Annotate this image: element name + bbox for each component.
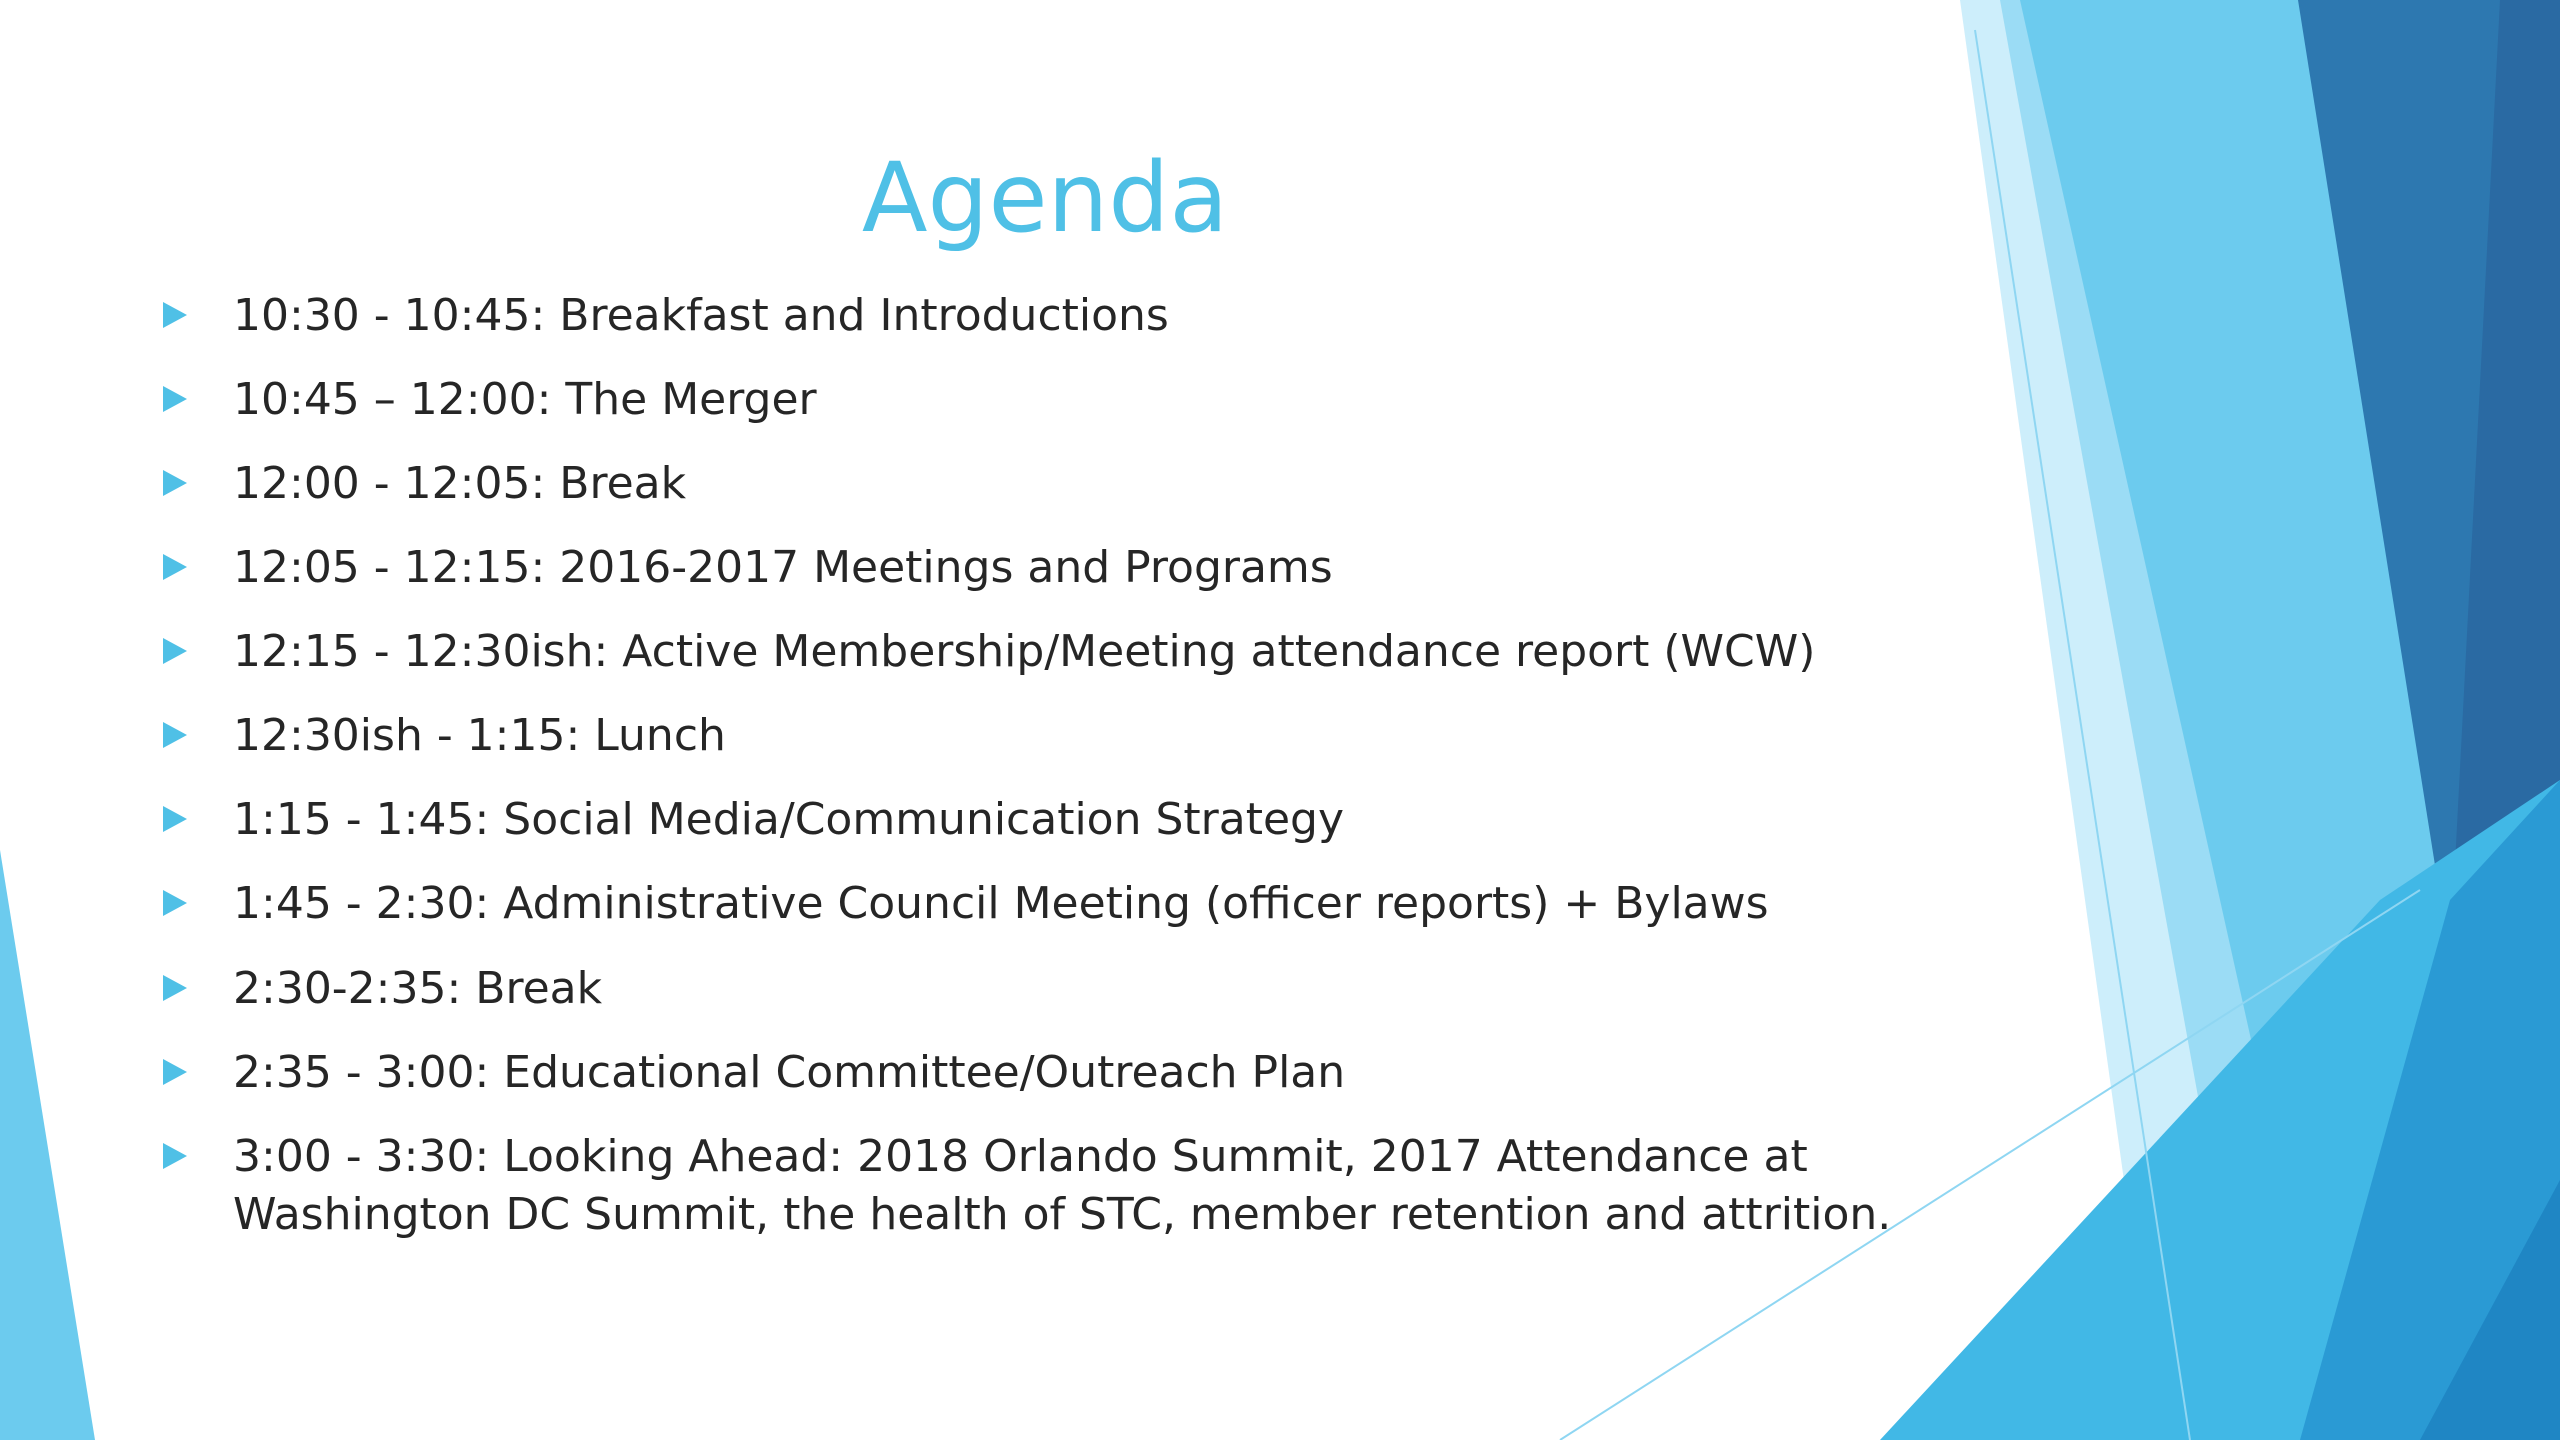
triangle-bullet-icon xyxy=(163,975,187,1001)
agenda-item-text-line-2: Washington DC Summit, the health of STC, member retention and attrition. xyxy=(233,1189,1892,1240)
agenda-item-text: 1:45 - 2:30: Administrative Council Meeting (officer reports) + Bylaws xyxy=(233,878,1769,929)
agenda-item-text: 12:05 - 12:15: 2016-2017 Meetings and Programs xyxy=(233,542,1333,593)
slide-title: Agenda xyxy=(861,142,1229,254)
triangle-bullet-icon xyxy=(163,638,187,664)
triangle-bullet-icon xyxy=(163,386,187,412)
agenda-item-text: 12:00 - 12:05: Break xyxy=(233,458,687,509)
triangle-bullet-icon xyxy=(163,722,187,748)
agenda-item-text-line-1: 3:00 - 3:30: Looking Ahead: 2018 Orlando Summit, 2017 Attendance at xyxy=(233,1131,1808,1182)
agenda-item-text: 1:15 - 1:45: Social Media/Communication Strategy xyxy=(233,794,1344,845)
agenda-item xyxy=(0,1128,1920,1248)
agenda-item-text: 10:45 – 12:00: The Merger xyxy=(233,374,817,425)
triangle-bullet-icon xyxy=(163,1059,187,1085)
triangle-bullet-icon xyxy=(163,806,187,832)
agenda-item-text: 2:35 - 3:00: Educational Committee/Outreach Plan xyxy=(233,1047,1346,1098)
triangle-bullet-icon xyxy=(163,302,187,328)
agenda-item-text: 10:30 - 10:45: Breakfast and Introductions xyxy=(233,290,1169,341)
triangle-bullet-icon xyxy=(163,1143,187,1169)
triangle-bullet-icon xyxy=(163,470,187,496)
triangle-bullet-icon xyxy=(163,554,187,580)
agenda-item-text: 12:30ish - 1:15: Lunch xyxy=(233,710,726,761)
agenda-item-text: 2:30-2:35: Break xyxy=(233,963,603,1014)
agenda-item-text: 12:15 - 12:30ish: Active Membership/Meeting attendance report (WCW) xyxy=(233,626,1816,677)
triangle-bullet-icon xyxy=(163,890,187,916)
